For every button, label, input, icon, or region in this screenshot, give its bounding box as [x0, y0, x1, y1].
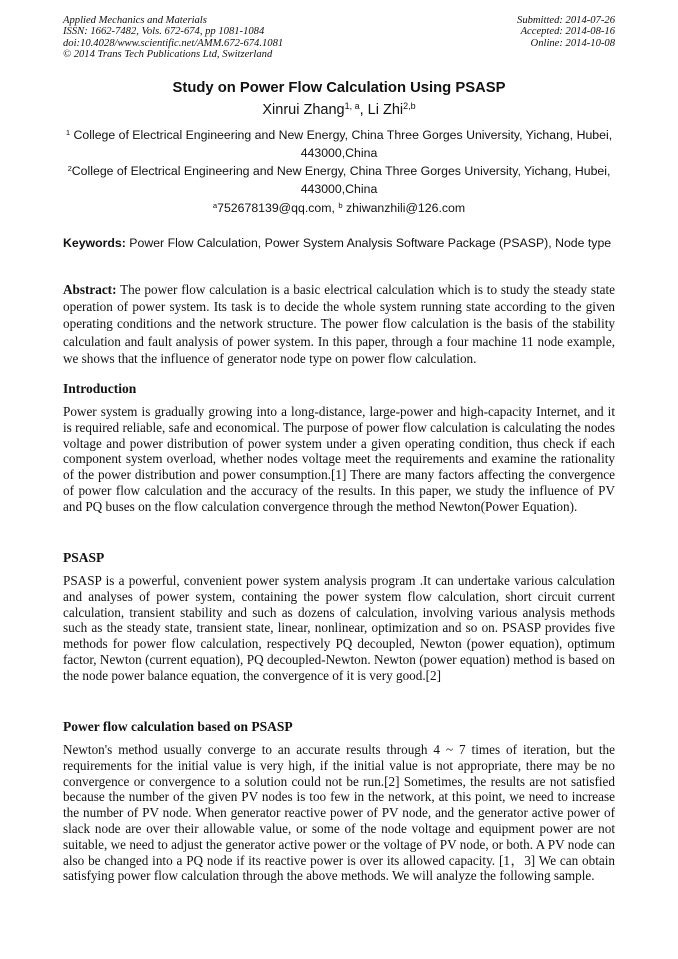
abstract — [63, 281, 615, 367]
publication-dates — [517, 15, 615, 49]
affiliation-text: College of Electrical Engineering and New Energy, China Three Gorges University, Yichang, Hubei, 443000,China — [70, 128, 613, 160]
section-body-introduction: Power system is gradually growing into a long-distance, large-power and high-capacity Internet, and it is required reliable, safe and economical. The purpose of power flow calculation is calculating the nodes voltage and power distribution of power system under a given operating condition, thus check if each component system overload, whether nodes voltage meet the requirements and examine the rationality of the power distribution and power consumption.[1] There are many factors affecting the convergence of power flow calculation and the accuracy of the results. In this paper, we study the influence of PV and PQ buses on the flow calculation convergence through the method Newton(Power Equation). — [63, 404, 615, 514]
affiliation-2 — [63, 163, 615, 198]
abstract-text: The power flow calculation is a basic electrical calculation which is to study the steady state operation of power system. Its task is to decide the whole system running state according to the given operating conditions and the network structure. The power flow calculation is the basis of the stability calculation and fault analysis of power system. In this paper, through a four machine 11 node example, we shows that the influence of generator node type on power flow calculation. — [63, 282, 615, 366]
section-heading-power-flow: Power flow calculation based on PSASP — [63, 719, 293, 734]
affiliation-mark: 1 — [65, 127, 71, 137]
copyright-line: © 2014 Trans Tech Publications Ltd, Switzerland — [63, 48, 273, 60]
affiliation-mark: 2 — [67, 163, 72, 173]
section-heading-introduction: Introduction — [63, 381, 137, 396]
email-text: 752678139@qq.com, — [217, 201, 339, 215]
issn-line: ISSN: 1662-7482, Vols. 672-674, pp 1081-1084 — [63, 26, 265, 38]
author-affiliation-mark: 2,b — [403, 101, 416, 112]
journal-name: Applied Mechanics and Materials — [63, 15, 207, 26]
affiliation-text: College of Electrical Engineering and New Energy, China Three Gorges University, Yichang, Hubei, 443000,China — [71, 164, 611, 196]
paper-title: Study on Power Flow Calculation Using PSASP — [172, 80, 506, 96]
author-name: Li Zhi — [367, 102, 404, 118]
keywords-label: Keywords: — [63, 236, 126, 250]
journal-info — [63, 15, 283, 60]
submitted-date: Submitted: 2014-07-26 — [517, 15, 615, 26]
email-mark: b — [338, 200, 343, 210]
section-body-power-flow: Newton's method usually converge to an accurate results through 4 ~ 7 times of iteration, but the requirements for the initial value is very high, if the initial value is not appropriate, there may be no convergence or convergence to a solution could not be run.[2] Sometimes, the results are not satisfied because the number of the given PV nodes is too few in the network, at this point, we need to increase the number of PV node. When generator reactive power of PV node, and the generator active power of slack node are over their allowable value, or some of the node voltage and equipment power are not suitable, we need to adjust the generator active power or the voltage of PV node, or both. A PV node can also be changed into a PQ node if its reactive power is over its allowed capacity. [1，3] We can obtain satisfying power flow calculation through the above methods. We will analyze the following sample. — [63, 742, 615, 884]
doi-line: doi:10.4028/www.scientific.net/AMM.672-674.1081 — [63, 37, 284, 49]
email-text: zhiwanzhili@126.com — [342, 201, 466, 215]
abstract-label: Abstract: — [63, 282, 117, 297]
section-body-psasp: PSASP is a powerful, convenient power system analysis program .It can undertake various calculation and analyses of power system, containing the power system flow calculation, short circuit current calculation, transient stability and such as dozens of calculation, involving various analysis methods such as the steady state, transient state, linear, nonlinear, optimization and so on. PSASP provides five methods for power flow calculation, respectively PQ decoupled, Newton (power equation), optimum factor, Newton (current equation), PQ decoupled-Newton. Newton (power equation) method is based on the node power balance equation, the convergence of it is very good.[2] — [63, 573, 615, 683]
affiliation-1 — [63, 127, 615, 162]
author-emails — [0, 201, 678, 215]
author-affiliation-mark: 1, a — [344, 101, 360, 112]
author-separator: , — [359, 102, 368, 118]
keywords — [63, 235, 615, 252]
email-mark: a — [212, 200, 218, 210]
online-date: Online: 2014-10-08 — [530, 37, 615, 49]
author-name: Xinrui Zhang — [262, 102, 345, 118]
keywords-text: Power Flow Calculation, Power System Analysis Software Package (PSASP), Node type — [125, 236, 612, 250]
accepted-date: Accepted: 2014-08-16 — [520, 26, 615, 38]
section-heading-psasp: PSASP — [63, 550, 105, 565]
author-list — [0, 102, 678, 118]
